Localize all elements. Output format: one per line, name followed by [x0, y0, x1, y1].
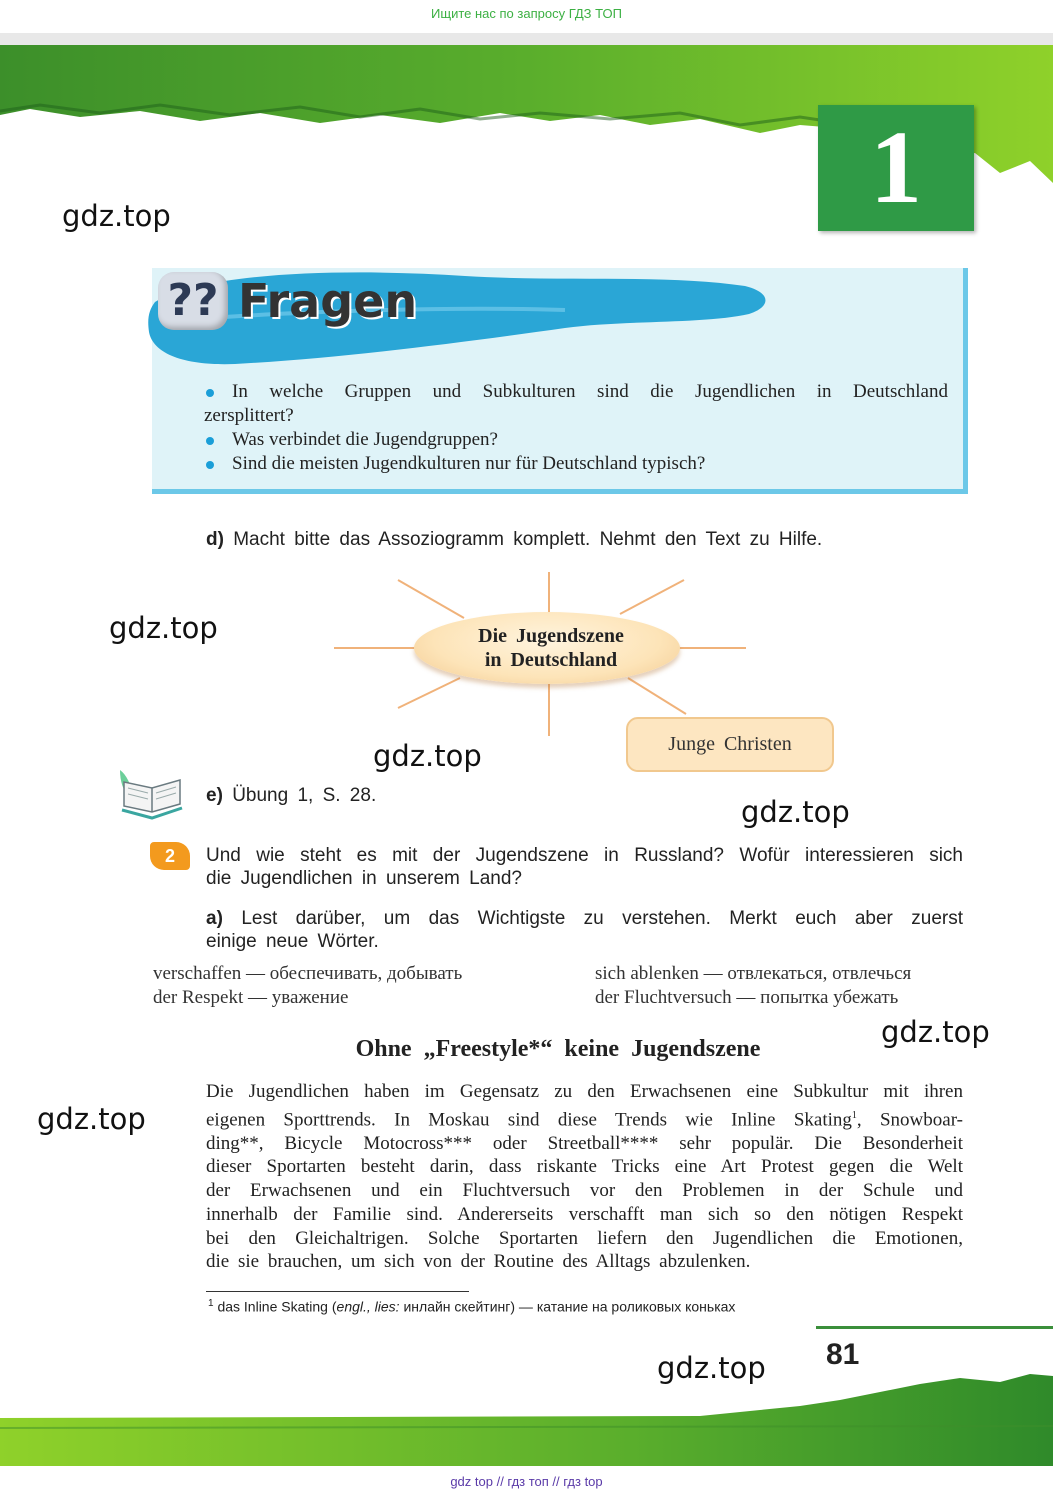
task-a-line2: einige neue Wörter. — [206, 931, 379, 952]
question-marks-icon: ?? — [158, 272, 228, 330]
bottom-notice: gdz top // гдз топ // гдз top — [450, 1474, 603, 1489]
question-item-continuation: zersplittert? — [204, 405, 294, 426]
watermark: gdz.top — [62, 199, 171, 233]
question-item: In welche Gruppen und Subkulturen sind die Jugendlichen in Deutschland — [204, 380, 948, 404]
vocab-item: sich ablenken — отвлекаться, отвлечься — [595, 963, 912, 984]
fragen-title: Fragen — [238, 274, 418, 328]
questions-list — [204, 380, 948, 476]
story-text: Die Jugendlichen haben im Gegensatz zu den Erwachsenen eine Subkultur mit ihren eigenen Sporttrends. In Moskau sind diese Trends wie Inline Skating$^1$, Snowboar- ding**, Bicycle Motocross*** oder Streetball**** sehr populär. Die Besonderheit dieser Sportarten besteht darin, dass riskante Tricks eine Art Protest gegen die Welt der Erwachsenen und ein Fluchtversuch vor den Problemen in der Schule und innerhalb der Familie sind. Andererseits verschafft man sich so den nötigen Respekt bei den Gleichaltrigen. Solche Sportarten liefern den Jugendlichen die Emotionen, die sie brauchen, um sich von der Routine des Alltags abzulenken. — [206, 1081, 963, 1273]
page-number: 81 — [826, 1338, 860, 1371]
exercise2-line2: die Jugendlichen in unserem Land? — [206, 868, 522, 889]
top-notice: Ищите нас по запросу ГДЗ ТОП — [431, 6, 622, 21]
task-e — [206, 784, 376, 807]
watermark: gdz.top — [37, 1102, 146, 1136]
footnote-rule — [206, 1291, 469, 1292]
question-item: Sind die meisten Jugendkulturen nur für Deutschland typisch? — [204, 452, 948, 476]
task-label: d) — [206, 529, 224, 550]
task-text: Macht bitte das Assoziogramm komplett. Nehmt den Text zu Hilfe. — [233, 529, 823, 550]
exercise-number-badge: 2 — [150, 842, 190, 870]
watermark: gdz.top — [657, 1351, 766, 1385]
page-number-rule — [816, 1326, 1053, 1329]
story-title: Ohne „Freestyle*“ keine Jugendszene — [355, 1036, 761, 1062]
vocab-item: verschaffen — обеспечивать, добывать — [153, 963, 463, 984]
assoziogramm-center-label: Die Jugendszene in Deutschland — [478, 625, 624, 671]
vocab-item: der Fluchtversuch — попытка убежать — [595, 987, 899, 1008]
watermark: gdz.top — [373, 739, 482, 773]
task-a-line1: a) Lest darüber, um das Wichtigste zu verstehen. Merkt euch aber zuerst — [206, 908, 963, 929]
watermark: gdz.top — [881, 1015, 990, 1049]
chapter-number: 1 — [870, 110, 922, 225]
watermark: gdz.top — [741, 795, 850, 829]
task-label: e) — [206, 785, 223, 806]
question-item: Was verbindet die Jugendgruppen? — [204, 428, 948, 452]
watermark: gdz.top — [109, 611, 218, 645]
assoziogramm-leaf: Junge Christen — [626, 717, 834, 772]
footnote: $^1$ das Inline Skating (engl., lies: инлайн скейтинг) — катание на роликовых коньках — [208, 1298, 736, 1315]
bottom-grass-banner — [0, 1370, 1053, 1466]
vocab-item: der Respekt — уважение — [153, 987, 349, 1008]
book-icon — [114, 766, 188, 822]
task-text: Übung 1, S. 28. — [232, 785, 377, 806]
exercise2-line1: Und wie steht es mit der Jugendszene in Russland? Wofür interessieren sich — [206, 845, 963, 866]
task-d — [206, 528, 822, 551]
